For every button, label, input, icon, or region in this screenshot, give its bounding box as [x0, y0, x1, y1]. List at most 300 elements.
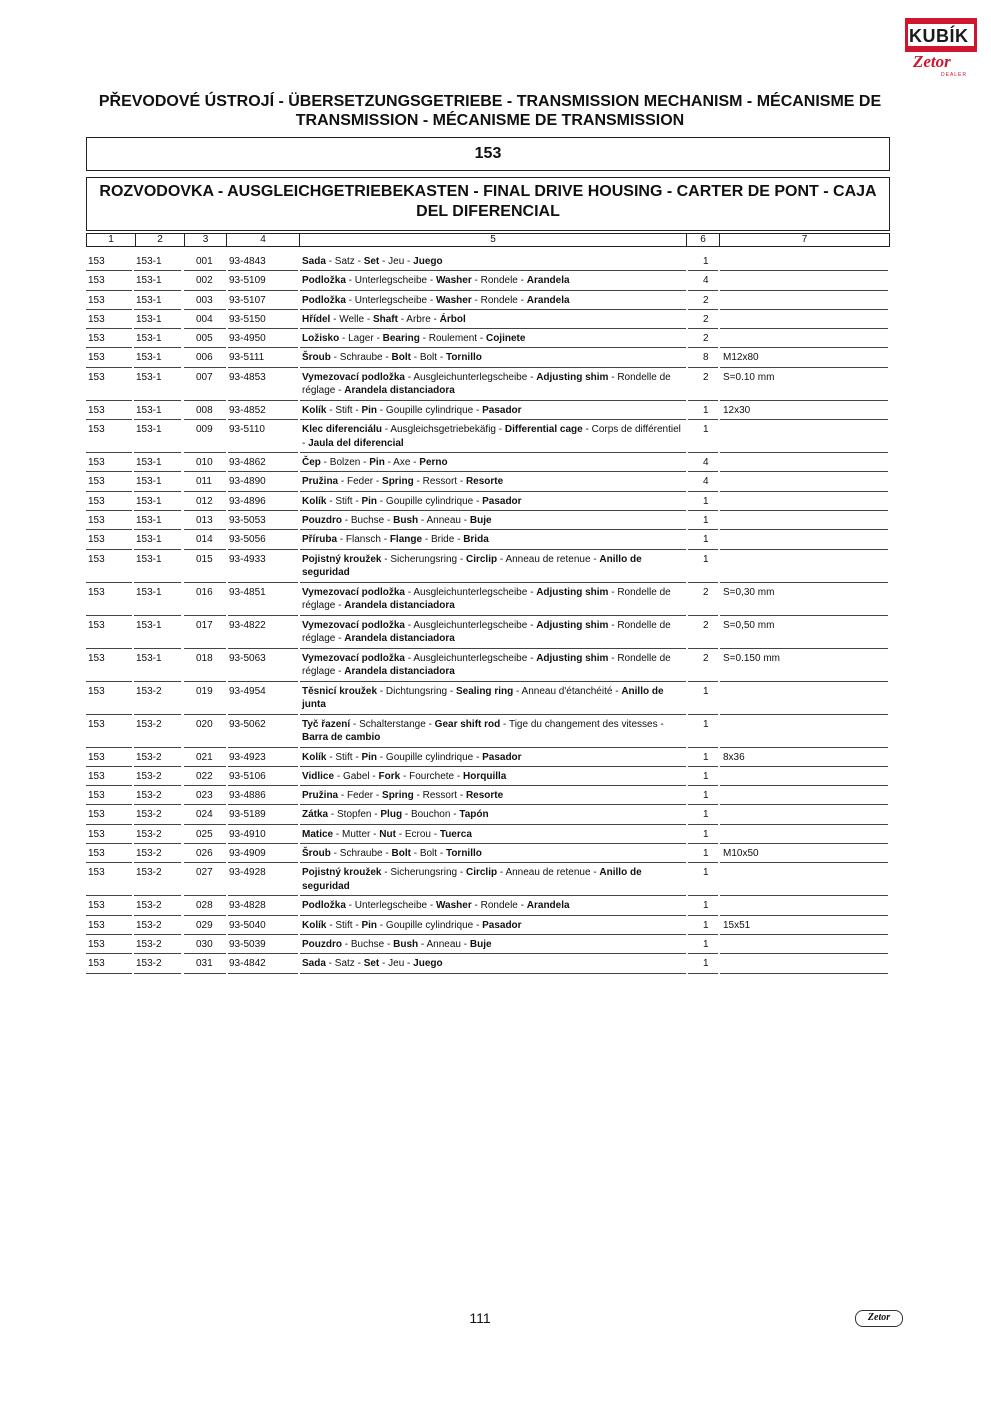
description-cz: Klec diferenciálu: [302, 424, 383, 436]
cell-c1: 153: [88, 256, 105, 267]
table-row: [86, 825, 890, 844]
cell-c1: 153: [88, 534, 105, 546]
description-es: Juego: [413, 958, 443, 970]
cell-c2: 153-1: [136, 404, 162, 416]
cell-qty: 1: [703, 256, 709, 267]
cell-c3: 017: [196, 619, 213, 631]
cell-c1: 153: [88, 352, 105, 364]
cell-qty: 2: [703, 313, 709, 325]
description-en: Washer: [435, 294, 472, 306]
column-6-header: 6: [687, 234, 720, 246]
cell-c4: 93-5056: [229, 534, 266, 546]
description-es: Tuerca: [439, 828, 472, 840]
cell-c3: 025: [196, 828, 213, 840]
cell-qty: 1: [703, 553, 709, 565]
description-de: Buchse: [350, 938, 385, 950]
part-description: Zátka - Stopfen - Plug - Bouchon - Tapón: [302, 809, 489, 821]
page-number: 111: [469, 1310, 491, 1326]
cell-c1: 153: [88, 938, 105, 950]
table-row: [86, 310, 890, 329]
cell-c4: 93-4852: [229, 404, 266, 416]
description-de: Stopfen: [337, 809, 372, 821]
table-row: [86, 786, 890, 805]
cell-c2: 153-2: [136, 770, 162, 782]
description-en: Adjusting shim: [536, 371, 609, 383]
cell-c4: 93-5053: [229, 514, 266, 526]
description-cz: Kolík: [302, 751, 327, 763]
part-description: Vymezovací podložka - Ausgleichunterlegscheibe - Adjusting shim - Rondelle de réglage - Arandela distanciadora: [302, 652, 671, 678]
cell-c2: 153-1: [136, 514, 162, 526]
cell-c3: 009: [196, 424, 213, 436]
cell-c4: 93-4862: [229, 457, 266, 469]
description-de: Ausgleichunterlegscheibe: [413, 586, 528, 598]
cell-c4: 93-4909: [229, 848, 266, 860]
cell-c2: 153-2: [136, 790, 162, 802]
description-fr: Goupille cylindrique: [385, 495, 474, 507]
column-5-header: 5: [300, 234, 687, 246]
cell-c2: 153-1: [136, 495, 162, 507]
description-cz: Tyč řazení: [302, 718, 351, 730]
cell-qty: 1: [703, 514, 709, 526]
description-fr: Rondele: [480, 275, 518, 287]
description-de: Unterlegscheibe: [354, 900, 428, 912]
cell-c1: 153: [88, 751, 105, 763]
description-de: Schalterstange: [359, 718, 426, 730]
description-de: Satz: [334, 256, 355, 267]
description-de: Feder: [347, 790, 374, 802]
cell-note: 8x36: [723, 751, 745, 763]
cell-c4: 93-5063: [229, 652, 266, 664]
description-fr: Corps de différentiel: [591, 424, 681, 436]
description-fr: Goupille cylindrique: [385, 751, 474, 763]
cell-c2: 153-2: [136, 919, 162, 931]
part-description: Podložka - Unterlegscheibe - Washer - Rondele - Arandela: [302, 275, 570, 287]
description-es: Pasador: [482, 495, 522, 507]
description-es: Arandela distanciadora: [344, 633, 455, 645]
cell-qty: 8: [703, 352, 709, 364]
table-row: [86, 715, 890, 748]
description-de: Sicherungsring: [390, 867, 458, 879]
cell-c1: 153: [88, 424, 105, 436]
description-en: Circlip: [465, 553, 498, 565]
column-3-header: 3: [185, 234, 227, 246]
description-fr: Rondele: [480, 294, 518, 306]
part-description: Pouzdro - Buchse - Bush - Anneau - Buje: [302, 938, 492, 950]
cell-c2: 153-1: [136, 534, 162, 546]
table-row: [86, 896, 890, 915]
part-description: Sada - Satz - Set - Jeu - Juego: [302, 958, 443, 970]
cell-c4: 93-5039: [229, 938, 266, 950]
part-description: Podložka - Unterlegscheibe - Washer - Rondele - Arandela: [302, 294, 570, 306]
cell-c3: 015: [196, 553, 213, 565]
cell-c1: 153: [88, 848, 105, 860]
cell-qty: 1: [703, 495, 709, 507]
table-row: [86, 805, 890, 824]
cell-c3: 020: [196, 718, 213, 730]
dealer-tagline: DEALER: [941, 72, 968, 78]
cell-c3: 014: [196, 534, 213, 546]
description-de: Sicherungsring: [390, 553, 458, 565]
description-cz: Kolík: [302, 495, 327, 507]
description-cz: Podložka: [302, 294, 346, 306]
description-cz: Ložisko: [302, 333, 340, 345]
description-es: Tapón: [459, 809, 489, 821]
cell-qty: 2: [703, 619, 709, 631]
part-description: Kolík - Stift - Pin - Goupille cylindrique - Pasador: [302, 495, 522, 507]
cell-c3: 021: [196, 751, 213, 763]
description-fr: Bride: [430, 534, 455, 546]
part-description: Klec diferenciálu - Ausgleichsgetriebekäfig - Differential cage - Corps de différentiel - Jaula del diferencial: [302, 424, 681, 449]
cell-c3: 002: [196, 275, 213, 287]
cell-c2: 153-1: [136, 424, 162, 436]
description-fr: Arbre: [406, 313, 431, 325]
description-en: Set: [363, 256, 380, 267]
description-en: Adjusting shim: [536, 652, 609, 664]
description-de: Dichtungsring: [385, 685, 448, 697]
description-es: Resorte: [465, 476, 504, 488]
description-es: Cojinete: [485, 333, 526, 345]
part-description: Hřídel - Welle - Shaft - Arbre - Árbol: [302, 313, 466, 325]
description-fr: Rondelle de réglage: [302, 371, 671, 397]
part-description: Ložisko - Lager - Bearing - Roulement - Cojinete: [302, 333, 526, 345]
description-en: Adjusting shim: [536, 586, 609, 598]
cell-c2: 153-2: [136, 828, 162, 840]
description-fr: Anneau de retenue: [505, 867, 591, 879]
cell-c1: 153: [88, 275, 105, 287]
table-row: [86, 767, 890, 786]
description-en: Pin: [361, 919, 378, 931]
cell-c3: 004: [196, 313, 213, 325]
cell-c4: 93-4950: [229, 333, 266, 345]
description-de: Ausgleichunterlegscheibe: [413, 619, 528, 631]
cell-c2: 153-2: [136, 938, 162, 950]
cell-note: S=0,50 mm: [723, 619, 775, 631]
table-row: [86, 252, 890, 271]
cell-c1: 153: [88, 457, 105, 469]
cell-c2: 153-1: [136, 553, 162, 565]
description-de: Ausgleichunterlegscheibe: [413, 652, 528, 664]
description-cz: Matice: [302, 828, 334, 840]
cell-c2: 153-1: [136, 313, 162, 325]
cell-c1: 153: [88, 553, 105, 565]
description-fr: Ressort: [422, 790, 458, 802]
description-en: Fork: [378, 770, 401, 782]
cell-qty: 2: [703, 333, 709, 345]
part-description: Těsnicí kroužek - Dichtungsring - Sealing ring - Anneau d'étanchéité - Anillo de junta: [302, 685, 664, 711]
description-de: Unterlegscheibe: [354, 275, 428, 287]
cell-c3: 003: [196, 294, 213, 306]
cell-c1: 153: [88, 404, 105, 416]
description-fr: Fourchete: [409, 770, 455, 782]
cell-c1: 153: [88, 294, 105, 306]
cell-c2: 153-1: [136, 333, 162, 345]
description-es: Arandela distanciadora: [344, 666, 455, 678]
cell-c4: 93-5106: [229, 770, 266, 782]
description-cz: Kolík: [302, 404, 327, 416]
part-description: Příruba - Flansch - Flange - Bride - Brida: [302, 534, 489, 546]
description-fr: Goupille cylindrique: [385, 404, 474, 416]
cell-c3: 028: [196, 900, 213, 912]
cell-qty: 2: [703, 294, 709, 306]
part-description: Pojistný kroužek - Sicherungsring - Circlip - Anneau de retenue - Anillo de seguridad: [302, 553, 642, 579]
cell-qty: 1: [703, 958, 709, 970]
cell-c2: 153-2: [136, 751, 162, 763]
column-2-header: 2: [136, 234, 185, 246]
cell-qty: 1: [703, 770, 709, 782]
description-en: Plug: [380, 809, 403, 821]
description-es: Pasador: [482, 404, 522, 416]
description-de: Buchse: [350, 514, 385, 526]
part-description: Vymezovací podložka - Ausgleichunterlegscheibe - Adjusting shim - Rondelle de réglage - Arandela distanciadora: [302, 586, 671, 612]
table-row: [86, 954, 890, 973]
part-description: Pojistný kroužek - Sicherungsring - Circlip - Anneau de retenue - Anillo de seguridad: [302, 867, 642, 892]
description-es: Arandela: [526, 900, 570, 912]
column-1-header: 1: [87, 234, 136, 246]
description-cz: Podložka: [302, 900, 346, 912]
cell-c2: 153-1: [136, 371, 162, 383]
description-en: Washer: [435, 275, 472, 287]
description-en: Washer: [435, 900, 472, 912]
cell-qty: 1: [703, 938, 709, 950]
description-de: Mutter: [342, 828, 371, 840]
cell-c2: 153-1: [136, 352, 162, 364]
description-cz: Vymezovací podložka: [302, 586, 405, 598]
cell-c3: 030: [196, 938, 213, 950]
cell-c3: 013: [196, 514, 213, 526]
description-en: Nut: [379, 828, 396, 840]
description-de: Stift: [335, 751, 353, 763]
cell-qty: 1: [703, 919, 709, 931]
row-underline: [300, 973, 686, 974]
cell-qty: 1: [703, 867, 709, 879]
part-description: Šroub - Schraube - Bolt - Bolt - Tornillo: [302, 352, 482, 364]
subtitle-line-2: DEL DIFERENCIAL: [416, 203, 560, 220]
description-en: Sealing ring: [455, 685, 514, 697]
cell-c3: 007: [196, 371, 213, 383]
table-row: [86, 368, 890, 401]
cell-c1: 153: [88, 652, 105, 664]
cell-c1: 153: [88, 919, 105, 931]
description-fr: Rondelle de réglage: [302, 586, 671, 612]
cell-c4: 93-4928: [229, 867, 266, 879]
table-row: [86, 348, 890, 367]
description-en: Bush: [393, 514, 419, 526]
part-description: Šroub - Schraube - Bolt - Bolt - Tornillo: [302, 848, 482, 860]
description-cz: Sada: [302, 256, 326, 267]
description-fr: Anneau: [426, 514, 461, 526]
zetor-logo-text: Zetor: [913, 52, 951, 71]
row-underline: [228, 973, 298, 974]
part-description: Čep - Bolzen - Pin - Axe - Perno: [302, 457, 448, 469]
page-title: [80, 92, 900, 130]
cell-qty: 1: [703, 848, 709, 860]
description-cz: Šroub: [302, 352, 331, 364]
description-es: Resorte: [465, 790, 504, 802]
table-row: [86, 616, 890, 649]
cell-c3: 026: [196, 848, 213, 860]
description-en: Spring: [382, 790, 414, 802]
description-en: Bush: [393, 938, 419, 950]
cell-qty: 4: [703, 476, 709, 488]
title-line-2: TRANSMISSION - MÉCANISME DE TRANSMISSION: [295, 112, 685, 129]
description-fr: Anneau de retenue: [505, 553, 591, 565]
description-en: Pin: [361, 404, 378, 416]
table-row: [86, 844, 890, 863]
cell-c2: 153-1: [136, 294, 162, 306]
description-en: Set: [363, 958, 380, 970]
row-underline: [134, 973, 181, 974]
kubik-zetor-logo: [905, 18, 977, 80]
cell-qty: 1: [703, 424, 709, 436]
cell-c1: 153: [88, 809, 105, 821]
cell-qty: 1: [703, 718, 709, 730]
part-description: Tyč řazení - Schalterstange - Gear shift rod - Tige du changement des vitesses - Barra de cambio: [302, 718, 664, 744]
cell-c4: 93-5109: [229, 275, 266, 287]
cell-c4: 93-4853: [229, 371, 266, 383]
cell-c2: 153-1: [136, 457, 162, 469]
row-underline: [720, 973, 888, 974]
description-es: Buje: [469, 514, 492, 526]
cell-c3: 018: [196, 652, 213, 664]
cell-c3: 023: [196, 790, 213, 802]
cell-c2: 153-1: [136, 586, 162, 598]
table-row: [86, 583, 890, 616]
description-es: Pasador: [482, 751, 522, 763]
table-row: [86, 511, 890, 530]
cell-c3: 029: [196, 919, 213, 931]
description-en: Adjusting shim: [536, 619, 609, 631]
cell-c2: 153-2: [136, 809, 162, 821]
cell-c4: 93-5062: [229, 718, 266, 730]
description-en: Pin: [361, 751, 378, 763]
table-row: [86, 649, 890, 682]
cell-c1: 153: [88, 867, 105, 879]
cell-qty: 2: [703, 371, 709, 383]
cell-qty: 1: [703, 900, 709, 912]
cell-c1: 153: [88, 685, 105, 697]
cell-qty: 1: [703, 809, 709, 821]
cell-c4: 93-5150: [229, 313, 266, 325]
description-cz: Kolík: [302, 919, 327, 931]
description-fr: Rondelle de réglage: [302, 619, 671, 645]
description-fr: Anneau: [426, 938, 461, 950]
table-row: [86, 401, 890, 420]
cell-c1: 153: [88, 476, 105, 488]
cell-c4: 93-4822: [229, 619, 266, 631]
part-description: Pružina - Feder - Spring - Ressort - Resorte: [302, 790, 504, 802]
description-cz: Pojistný kroužek: [302, 553, 382, 565]
part-description: Matice - Mutter - Nut - Ecrou - Tuerca: [302, 828, 472, 840]
cell-c4: 93-4910: [229, 828, 266, 840]
cell-c2: 153-2: [136, 848, 162, 860]
table-row: [86, 863, 890, 896]
column-header: [86, 233, 890, 247]
description-cz: Vymezovací podložka: [302, 619, 405, 631]
cell-c2: 153-2: [136, 718, 162, 730]
description-es: Anillo de seguridad: [302, 553, 642, 579]
description-es: Anillo de junta: [302, 685, 664, 711]
cell-c3: 008: [196, 404, 213, 416]
cell-c2: 153-1: [136, 652, 162, 664]
cell-c2: 153-1: [136, 256, 162, 267]
cell-qty: 4: [703, 275, 709, 287]
cell-c2: 153-2: [136, 867, 162, 879]
description-de: Feder: [347, 476, 374, 488]
part-description: Podložka - Unterlegscheibe - Washer - Rondele - Arandela: [302, 900, 570, 912]
description-de: Schraube: [339, 352, 383, 364]
description-es: Arandela distanciadora: [344, 385, 455, 397]
cell-c3: 010: [196, 457, 213, 469]
cell-c3: 019: [196, 685, 213, 697]
description-es: Horquilla: [463, 770, 507, 782]
description-en: Bolt: [391, 848, 411, 860]
description-en: Pin: [361, 495, 378, 507]
description-de: Lager: [348, 333, 374, 345]
cell-c1: 153: [88, 790, 105, 802]
description-de: Satz: [334, 958, 355, 970]
cell-qty: 1: [703, 685, 709, 697]
description-cz: Zátka: [302, 809, 329, 821]
description-es: Perno: [419, 457, 448, 469]
description-es: Arandela: [526, 275, 570, 287]
description-de: Flansch: [345, 534, 381, 546]
cell-c1: 153: [88, 828, 105, 840]
description-en: Pin: [369, 457, 385, 469]
description-fr: Goupille cylindrique: [385, 919, 474, 931]
cell-note: S=0.10 mm: [723, 371, 775, 383]
part-description: Vidlice - Gabel - Fork - Fourchete - Horquilla: [302, 770, 507, 782]
table-row: [86, 291, 890, 310]
cell-c3: 012: [196, 495, 213, 507]
cell-c4: 93-4890: [229, 476, 266, 488]
cell-c1: 153: [88, 514, 105, 526]
description-cz: Vymezovací podložka: [302, 371, 405, 383]
description-es: Árbol: [439, 313, 466, 325]
description-cz: Vidlice: [302, 770, 335, 782]
cell-c1: 153: [88, 619, 105, 631]
description-fr: Bolt: [419, 848, 438, 860]
table-row: [86, 530, 890, 549]
row-underline: [86, 973, 132, 974]
part-description: Pružina - Feder - Spring - Ressort - Resorte: [302, 476, 504, 488]
description-es: Pasador: [482, 919, 522, 931]
cell-c3: 001: [196, 256, 213, 267]
description-cz: Hřídel: [302, 313, 331, 325]
cell-c1: 153: [88, 371, 105, 383]
table-row: [86, 472, 890, 491]
cell-c4: 93-5111: [229, 352, 265, 364]
cell-c1: 153: [88, 718, 105, 730]
cell-c4: 93-4954: [229, 685, 266, 697]
cell-c2: 153-1: [136, 275, 162, 287]
cell-c3: 016: [196, 586, 213, 598]
description-cz: Podložka: [302, 275, 346, 287]
description-fr: Tige du changement des vitesses: [508, 718, 658, 730]
cell-note: 15x51: [723, 919, 751, 931]
cell-qty: 4: [703, 457, 709, 469]
cell-qty: 2: [703, 652, 709, 664]
cell-c1: 153: [88, 770, 105, 782]
subtitle-line-1: ROZVODOVKA - AUSGLEICHGETRIEBEKASTEN - FINAL DRIVE HOUSING - CARTER DE PONT - CAJA: [99, 183, 877, 200]
cell-note: 12x30: [723, 404, 751, 416]
table-row: [86, 453, 890, 472]
description-cz: Pouzdro: [302, 514, 342, 526]
cell-c2: 153-1: [136, 619, 162, 631]
description-en: Bearing: [382, 333, 420, 345]
table-row: [86, 682, 890, 715]
group-number: 153: [474, 145, 502, 162]
cell-c3: 031: [196, 958, 213, 970]
